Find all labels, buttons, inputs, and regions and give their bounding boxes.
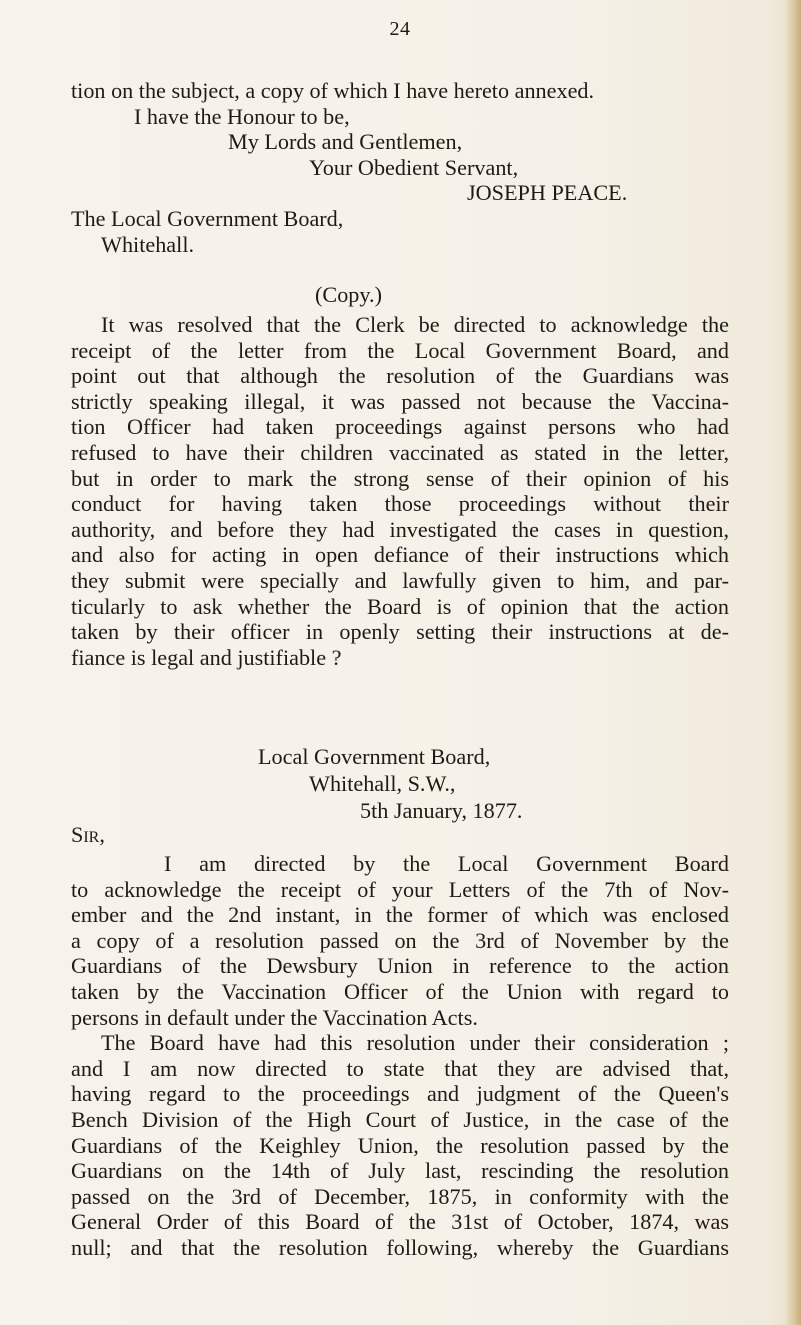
letter-line: Guardians of the Keighley Union, the resolution passed by the	[71, 1132, 729, 1158]
letter-line: General Order of this Board of the 31st of October, 1874, was	[71, 1209, 729, 1235]
letter-line: null; and that the resolution following, whereby the Guardians	[71, 1234, 729, 1260]
letter-body	[71, 851, 729, 1261]
letter-from-1: Local Government Board,	[258, 744, 491, 769]
recipient-address-2: Whitehall.	[101, 231, 195, 257]
resolution-line: refused to have their children vaccinated as stated in the letter,	[71, 439, 729, 465]
resolution-line: authority, and before they had investigated the cases in question,	[71, 516, 729, 542]
closing-block	[71, 78, 729, 257]
closing-line-3: My Lords and Gentlemen,	[228, 129, 463, 155]
resolution-line: but in order to mark the strong sense of their opinion of his	[71, 465, 729, 491]
resolution-line: and also for acting in open defiance of their instructions which	[71, 542, 729, 568]
resolution-line: fiance is legal and justifiable ?	[71, 644, 342, 670]
letter-line: I am directed by the Local Government Board	[164, 851, 729, 876]
letter-line: passed on the 3rd of December, 1875, in conformity with the	[71, 1183, 729, 1209]
letter-date: 5th January, 1877.	[360, 798, 523, 823]
copy-heading: (Copy.)	[315, 282, 382, 307]
resolution-paragraph	[71, 312, 729, 670]
resolution-line: It was resolved that the Clerk be directed to acknowledge the	[101, 312, 729, 337]
letter-line: and I am now directed to state that they are advised that,	[71, 1055, 729, 1081]
closing-line-4: Your Obedient Servant,	[309, 154, 519, 180]
closing-line-1: tion on the subject, a copy of which I have hereto annexed.	[71, 78, 595, 103]
letter-from-2: Whitehall, S.W.,	[309, 771, 456, 796]
letter-line: to acknowledge the receipt of your Letters of the 7th of Nov-	[71, 876, 729, 902]
page-edge-shadow	[785, 0, 801, 1325]
signature: JOSEPH PEACE.	[467, 180, 628, 206]
resolution-line: taken by their officer in openly setting their instructions at de-	[71, 619, 729, 645]
closing-line-2: I have the Honour to be,	[134, 103, 350, 129]
letter-line: taken by the Vaccination Officer of the Union with regard to	[71, 978, 729, 1004]
resolution-line: point out that although the resolution of the Guardians was	[71, 363, 729, 389]
resolution-line: conduct for having taken those proceedings without their	[71, 491, 729, 517]
recipient-address-1: The Local Government Board,	[71, 205, 344, 231]
letter-line: Bench Division of the High Court of Justice, in the case of the	[71, 1106, 729, 1132]
letter-line: persons in default under the Vaccination Acts.	[71, 1004, 478, 1030]
letter-line: having regard to the proceedings and judgment of the Queen's	[71, 1081, 729, 1107]
resolution-line: strictly speaking illegal, it was passed not because the Vaccina-	[71, 388, 729, 414]
resolution-line: ticularly to ask whether the Board is of opinion that the action	[71, 593, 729, 619]
salutation: Sir,	[71, 822, 105, 847]
letter-line: The Board have had this resolution under their consideration ;	[101, 1030, 729, 1056]
page-number: 24	[389, 18, 411, 40]
letter-line: a copy of a resolution passed on the 3rd of November by the	[71, 927, 729, 953]
letter-line: Guardians of the Dewsbury Union in reference to the action	[71, 953, 729, 979]
resolution-line: receipt of the letter from the Local Government Board, and	[71, 337, 729, 363]
letter-line: Guardians on the 14th of July last, rescinding the resolution	[71, 1158, 729, 1184]
letter-line: ember and the 2nd instant, in the former of which was enclosed	[71, 902, 729, 928]
letter-heading	[258, 743, 522, 824]
resolution-line: they submit were specially and lawfully given to him, and par-	[71, 567, 729, 593]
resolution-line: tion Officer had taken proceedings against persons who had	[71, 414, 729, 440]
